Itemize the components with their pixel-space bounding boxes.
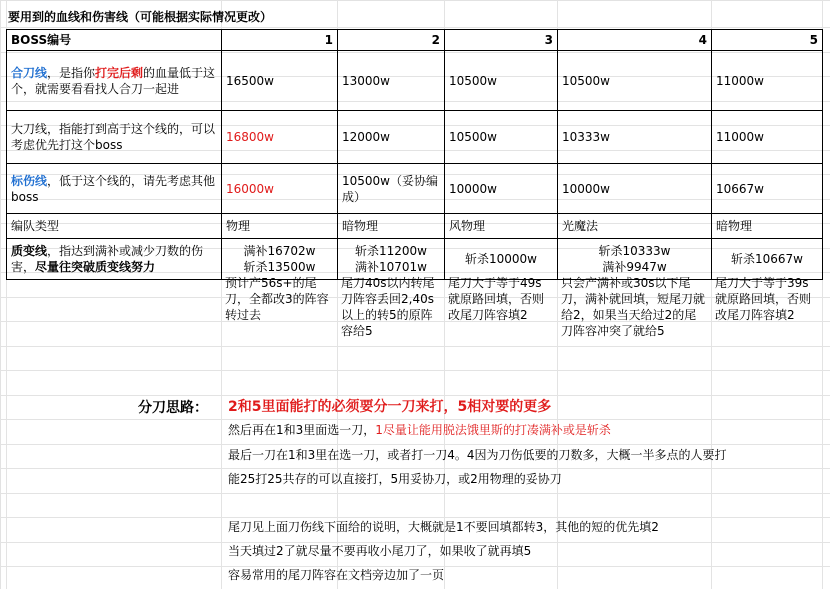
grid-hline bbox=[0, 346, 830, 347]
cell-line: 10500w bbox=[449, 73, 497, 88]
value-cell-col-5[interactable] bbox=[712, 164, 823, 214]
cell-line: 物理 bbox=[226, 219, 251, 233]
header-label-cell[interactable]: BOSS编号 bbox=[7, 30, 222, 51]
notes-row bbox=[6, 274, 822, 340]
strategy-line-5[interactable]: 当天填过2了就尽量不要再收小尾刀了，如果收了就再填5 bbox=[228, 544, 532, 558]
header-col-2[interactable]: 2 bbox=[338, 30, 445, 51]
row-label-part: ，是指你 bbox=[47, 65, 96, 80]
cell-line: 10500w bbox=[562, 73, 610, 88]
row-label-part: 大刀线，指能打到高于这个线的，可以考虑优先打这个boss bbox=[11, 122, 216, 152]
cell-line: 暗物理 bbox=[716, 219, 753, 233]
boss-table bbox=[6, 29, 823, 280]
strategy-line-2[interactable]: 最后一刀在1和3里在选一刀，或者打一刀4。4因为刀伤低要的刀数多，大概一半多点的人要打 bbox=[228, 448, 727, 462]
table-header-row bbox=[7, 30, 823, 51]
cell-line: 10000w bbox=[562, 181, 610, 196]
sheet-title[interactable]: 要用到的血线和伤害线（可能根据实际情况更改） bbox=[8, 10, 273, 24]
cell-line: 13000w bbox=[342, 73, 390, 88]
table-row bbox=[7, 164, 823, 214]
note-cell-2[interactable]: 尾刀40s以内转尾刀阵容丢回2,40s以上的转5的原阵容给5 bbox=[341, 276, 435, 338]
row-label-part: ，低于这个线的，请先考虑其他boss bbox=[11, 173, 216, 204]
value-cell-col-2[interactable] bbox=[338, 214, 445, 239]
strategy-headline[interactable]: 2和5里面能打的必须要分一刀来打，5相对要的更多 bbox=[228, 399, 552, 415]
cell-line: 16000w bbox=[226, 181, 274, 196]
grid-hline bbox=[0, 419, 830, 420]
row-label-part: 标伤线 bbox=[11, 173, 48, 188]
header-col-1[interactable]: 1 bbox=[222, 30, 338, 51]
strategy-label[interactable]: 分刀思路： bbox=[138, 400, 208, 416]
cell-line: 16800w bbox=[226, 130, 274, 144]
row-label-part: 合刀线 bbox=[11, 65, 48, 80]
cell-line: 11000w bbox=[716, 73, 764, 88]
header-col-4[interactable]: 4 bbox=[558, 30, 712, 51]
grid-hline bbox=[0, 27, 830, 28]
value-cell-col-4[interactable] bbox=[558, 51, 712, 111]
header-col-5[interactable]: 5 bbox=[712, 30, 823, 51]
table-row bbox=[7, 111, 823, 164]
cell-line: 满补10701w bbox=[355, 260, 427, 274]
note-cell-4[interactable]: 只会产满补或30s以下尾刀，满补就回填，短尾刀就给2，如果当天给过2的尾刀阵容冲突了就给5 bbox=[561, 276, 706, 338]
table-row bbox=[7, 214, 823, 239]
cell-line: 16500w bbox=[226, 73, 274, 88]
value-cell-col-1[interactable] bbox=[222, 111, 338, 164]
grid-hline bbox=[0, 493, 830, 494]
cell-line: 10500w bbox=[449, 130, 497, 144]
cell-line: 11000w bbox=[716, 130, 764, 144]
strategy-line-1-text: 然后再在1和3里面选一刀， bbox=[228, 423, 376, 437]
value-cell-col-5[interactable] bbox=[712, 111, 823, 164]
cell-line: 暗物理 bbox=[342, 219, 379, 233]
cell-line: 12000w bbox=[342, 130, 390, 144]
row-label-part: 质变线 bbox=[11, 244, 48, 258]
value-cell-col-3[interactable] bbox=[445, 51, 558, 111]
cell-line: 10500w（妥协编成） bbox=[342, 173, 438, 204]
note-cell-5[interactable]: 尾刀大于等于39s就原路回填，否则改尾刀阵容填2 bbox=[715, 276, 812, 322]
strategy-line-1[interactable] bbox=[228, 421, 611, 438]
cell-line: 满补9947w bbox=[602, 260, 667, 274]
cell-line: 斩杀10000w bbox=[465, 252, 537, 266]
value-cell-col-2[interactable] bbox=[338, 51, 445, 111]
header-col-3[interactable]: 3 bbox=[445, 30, 558, 51]
value-cell-col-1[interactable] bbox=[222, 51, 338, 111]
value-cell-col-3[interactable] bbox=[445, 214, 558, 239]
cell-line: 风物理 bbox=[449, 219, 486, 233]
table-body bbox=[7, 51, 823, 280]
note-cell-3[interactable]: 尾刀大于等于49s就原路回填，否则改尾刀阵容填2 bbox=[448, 276, 545, 322]
cell-line: 10333w bbox=[562, 130, 610, 144]
strategy-line-4[interactable]: 尾刀见上面刀伤线下面给的说明，大概就是1不要回填都转3，其他的短的优先填2 bbox=[228, 520, 659, 534]
row-label-part: 编队类型 bbox=[11, 219, 60, 233]
cell-line: 斩杀10333w bbox=[598, 244, 671, 258]
value-cell-col-4[interactable] bbox=[558, 111, 712, 164]
notes-empty-cell[interactable] bbox=[6, 274, 221, 340]
note-cell-1[interactable]: 预计产56s+的尾刀，全都改3的阵容转过去 bbox=[225, 276, 329, 322]
strategy-line-1-highlight: 1尽量让能用脱法饿里斯的打凑满补或是斩杀 bbox=[375, 423, 611, 437]
row-label-cell[interactable] bbox=[7, 51, 222, 111]
value-cell-col-2[interactable] bbox=[338, 164, 445, 214]
strategy-line-3[interactable]: 能25打25共存的可以直接打，5用妥协刀，或2用物理的妥协刀 bbox=[228, 472, 562, 486]
cell-line: 10667w bbox=[716, 181, 764, 196]
value-cell-col-4[interactable] bbox=[558, 164, 712, 214]
value-cell-col-3[interactable] bbox=[445, 164, 558, 214]
row-label-part: 尽量往突破质变线努力 bbox=[35, 260, 156, 274]
cell-line: 斩杀13500w bbox=[243, 260, 316, 274]
cell-line: 满补16702w bbox=[243, 244, 316, 258]
row-label-cell[interactable] bbox=[7, 111, 222, 164]
value-cell-col-3[interactable] bbox=[445, 111, 558, 164]
value-cell-col-5[interactable] bbox=[712, 214, 823, 239]
cell-line: 斩杀11200w bbox=[355, 244, 427, 258]
row-label-part: ，指达到满补或减少刀数的伤害， bbox=[11, 244, 204, 274]
value-cell-col-4[interactable] bbox=[558, 214, 712, 239]
row-label-cell[interactable] bbox=[7, 164, 222, 214]
strategy-line-6[interactable]: 容易常用的尾刀阵容在文档旁边加了一页 bbox=[228, 568, 445, 582]
value-cell-col-1[interactable] bbox=[222, 214, 338, 239]
grid-hline bbox=[0, 370, 830, 371]
row-label-part: 的血量低于这个，就需要看看找人合刀一起进 bbox=[11, 65, 216, 96]
grid-hline bbox=[0, 468, 830, 469]
value-cell-col-1[interactable] bbox=[222, 164, 338, 214]
value-cell-col-5[interactable] bbox=[712, 51, 823, 111]
value-cell-col-2[interactable] bbox=[338, 111, 445, 164]
row-label-cell[interactable] bbox=[7, 214, 222, 239]
cell-line: 10000w bbox=[449, 181, 497, 196]
grid-hline bbox=[0, 444, 830, 445]
table-row bbox=[7, 51, 823, 111]
cell-line: 斩杀10667w bbox=[731, 252, 803, 266]
row-label-part: 打完后剩 bbox=[95, 65, 144, 80]
cell-line: 光魔法 bbox=[562, 219, 599, 233]
